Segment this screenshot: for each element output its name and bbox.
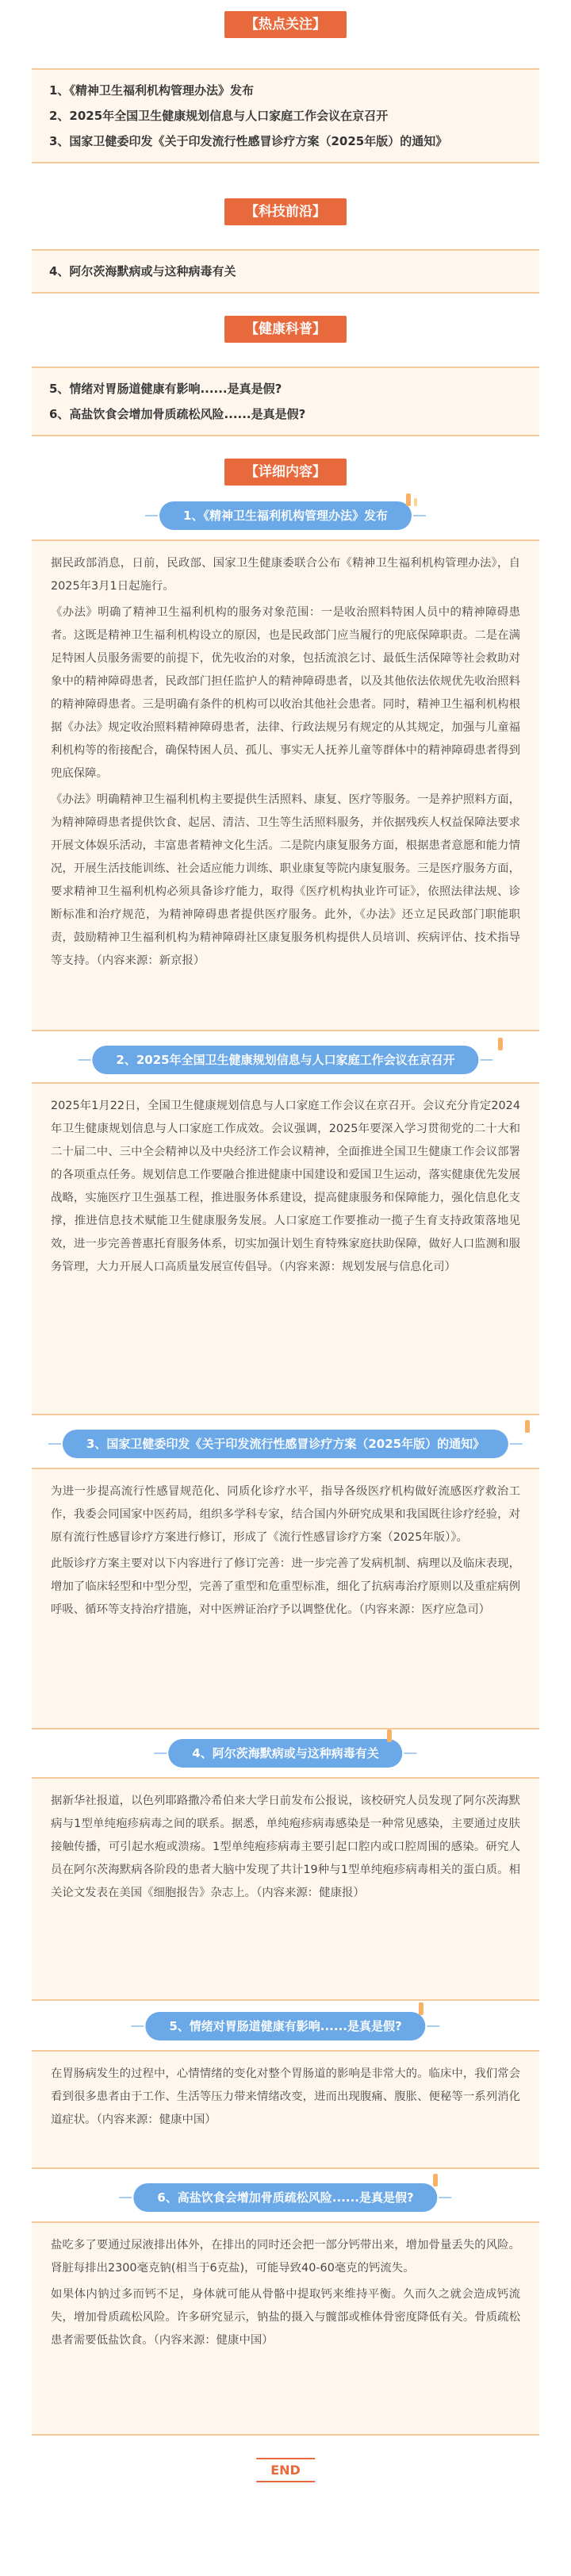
headline-item[interactable]: 6、高盐饮食会增加骨质疏松风险......是真是假? (49, 407, 306, 421)
headline-item[interactable]: 4、阿尔茨海默病或与这种病毒有关 (49, 264, 236, 278)
decoration-bar (387, 1729, 392, 1742)
decoration-bar (525, 1420, 530, 1433)
article-paragraph: 此版诊疗方案主要对以下内容进行了修订完善：进一步完善了发病机制、病理以及临床表现，增加了临床轻型和中型分型，完善了重型和危重型标准，细化了抗病毒治疗原则以及重症病例呼吸、循环等支持治疗措施，对中医辨证治疗予以调整优化。（内容来源：医疗应急司） (51, 1557, 520, 1616)
article-paragraph: 据民政部消息，日前，民政部、国家卫生健康委联合公布《精神卫生福利机构管理办法》，自2025年3月1日起施行。 (51, 557, 520, 593)
decoration-bar (414, 498, 417, 506)
headline-item[interactable]: 5、情绪对胃肠道健康有影响......是真是假? (49, 382, 282, 396)
decoration-bar (406, 493, 411, 506)
article-title-2: 2、2025年全国卫生健康规划信息与人口家庭工作会议在京召开 (92, 1046, 478, 1074)
article-box-4 (32, 1777, 539, 2001)
article-title-5: 5、情绪对胃肠道健康有影响......是真是假? (145, 2012, 425, 2040)
headline-box-tech (32, 249, 539, 294)
article-box-6 (32, 2221, 539, 2436)
article-title-6: 6、高盐饮食会增加骨质疏松风险......是真是假? (133, 2183, 437, 2212)
article-paragraph: 如果体内钠过多而钙不足，身体就可能从骨骼中提取钙来维持平衡。久而久之就会造成钙流失，增加骨质疏松风险。许多研究显示，钠盐的摄入与髋部或椎体骨密度降低有关。骨质疏松患者需要低盐饮食。（内容来源：健康中国） (51, 2288, 520, 2347)
decoration-bar (419, 2002, 423, 2015)
article-title-4: 4、阿尔茨海默病或与这种病毒有关 (168, 1739, 402, 1768)
article-paragraph: 盐吃多了要通过尿液排出体外，在排出的同时还会把一部分钙带出来，增加骨量丢失的风险。肾脏每排出2300毫克钠(相当于6克盐)，可能导致40-60毫克的钙流失。 (51, 2239, 520, 2275)
end-mark: END (256, 2458, 315, 2482)
headline-item[interactable]: 3、国家卫健委印发《关于印发流行性感冒诊疗方案（2025年版）的通知》 (49, 134, 448, 148)
headline-box-hot (32, 68, 539, 163)
article-box-2 (32, 1082, 539, 1415)
decoration-bar (433, 2174, 438, 2186)
article-paragraph: 《办法》明确了精神卫生福利机构的服务对象范围：一是收治照料特困人员中的精神障碍患者。这既是精神卫生福利机构设立的原因，也是民政部门应当履行的兜底保障职责。二是在满足特困人员服务需要的前提下，优先收治的对象，包括流浪乞讨、最低生活保障等社会救助对象中的精神障碍患者，民政部门担任监护人的精神障碍患者，以及其他依法依规优先收治照料的精神障碍患者。三是明确有条件的机构可以收治其他社会患者。同时，精神卫生福利机构根据《办法》规定收治照料精神障碍患者，法律、行政法规另有规定的从其规定，加强与儿童福利机构等的衔接配合，确保特困人员、孤儿、事实无人抚养儿童等群体中的精神障碍患者得到兜底保障。 (51, 606, 520, 780)
article-paragraph: 2025年1月22日，全国卫生健康规划信息与人口家庭工作会议在京召开。会议充分肯定2024年卫生健康规划信息与人口家庭工作成效。会议强调，2025年要深入学习贯彻党的二十大和二十届二中、三中全会精神以及中央经济工作会议精神，全面推进全国卫生健康工作会议部署的各项重点任务。规划信息工作要融合推进健康中国建设和爱国卫生运动，落实健康优先发展战略，实施医疗卫生强基工程，推进服务体系建设，提高健康服务和保障能力，强化信息化支撑，推进信息技术赋能卫生健康服务发展。人口家庭工作要推动一揽子生育支持政策落地见效，进一步完善普惠托育服务体系，切实加强计划生育特殊家庭扶助保障，做好人口监测和服务管理，大力开展人口高质量发展宣传倡导。（内容来源：规划发展与信息化司） (51, 1100, 520, 1273)
headline-item[interactable]: 1、《精神卫生福利机构管理办法》发布 (49, 83, 254, 98)
article-paragraph: 为进一步提高流行性感冒规范化、同质化诊疗水平，指导各级医疗机构做好流感医疗救治工作，我委会同国家中医药局，组织多学科专家，结合国内外研究成果和我国既往诊疗经验，对原有流行性感冒诊疗方案进行修订，形成了《流行性感冒诊疗方案（2025年版）》。 (51, 1485, 520, 1544)
headline-item[interactable]: 2、2025年全国卫生健康规划信息与人口家庭工作会议在京召开 (49, 109, 389, 123)
section-tag-hot: 【热点关注】 (224, 11, 347, 38)
article-paragraph: 在胃肠病发生的过程中，心情情绪的变化对整个胃肠道的影响是非常大的。临床中，我们常会看到很多患者由于工作、生活等压力带来情绪改变，进而出现腹痛、腹胀、便秘等一系列消化道症状。（内容来源：健康中国） (51, 2067, 520, 2126)
headline-box-health (32, 367, 539, 436)
section-tag-detail: 【详细内容】 (224, 459, 347, 486)
article-box-5 (32, 2050, 539, 2169)
section-tag-health: 【健康科普】 (224, 316, 347, 343)
article-box-3 (32, 1468, 539, 1729)
decoration-bar (498, 1038, 503, 1050)
article-paragraph: 《办法》明确精神卫生福利机构主要提供生活照料、康复、医疗等服务。一是养护照料方面，为精神障碍患者提供饮食、起居、清洁、卫生等生活照料服务，并依据残疾人权益保障法要求开展文体娱乐活动，丰富患者精神文化生活。二是院内康复服务方面，根据患者意愿和能力情况，开展生活技能训练、社会适应能力训练、职业康复等院内康复服务。三是医疗服务方面，要求精神卫生福利机构必须具备诊疗能力，取得《医疗机构执业许可证》，依照法律法规、诊断标准和治疗规范，为精神障碍患者提供医疗服务。此外，《办法》还立足民政部门职能职责，鼓励精神卫生福利机构为精神障碍社区康复服务机构提供人员培训、疾病评估、技术指导等支持。（内容来源：新京报） (51, 793, 520, 967)
article-title-3: 3、国家卫健委印发《关于印发流行性感冒诊疗方案（2025年版）的通知》 (63, 1430, 508, 1458)
section-tag-tech: 【科技前沿】 (224, 198, 347, 225)
article-box-1 (32, 539, 539, 1031)
article-paragraph: 据新华社报道，以色列耶路撒冷希伯来大学日前发布公报说，该校研究人员发现了阿尔茨海默病与1型单纯疱疹病毒之间的联系。据悉，单纯疱疹病毒感染是一种常见感染，主要通过皮肤接触传播，可引起水疱或溃疡。1型单纯疱疹病毒主要引起口腔内或口腔周围的感染。研究人员在阿尔茨海默病各阶段的患者大脑中发现了共计19种与1型单纯疱疹病毒相关的蛋白质。相关论文发表在美国《细胞报告》杂志上。（内容来源：健康报） (51, 1795, 520, 1899)
article-title-1: 1、《精神卫生福利机构管理办法》发布 (159, 501, 412, 530)
